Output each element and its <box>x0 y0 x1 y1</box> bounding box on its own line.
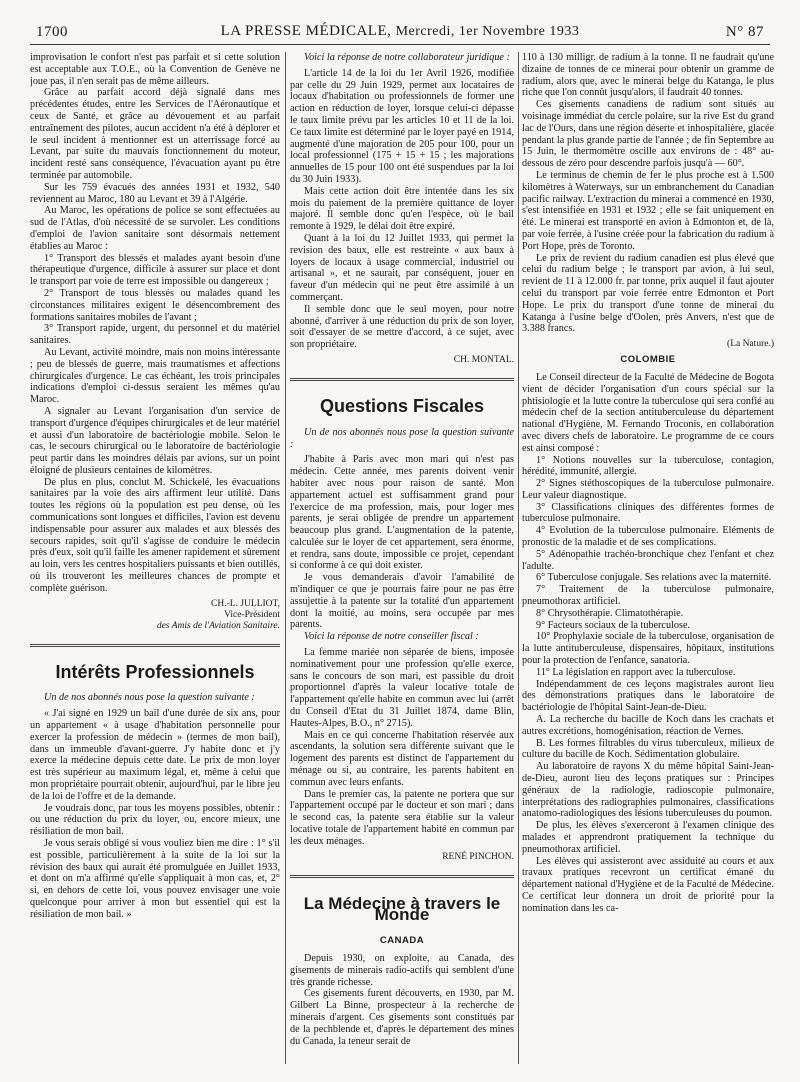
paragraph: Le Conseil directeur de la Faculté de Médecine de Bogota vient de décider l'organisation d'un cours spécial sur la phtisiologie et la lutte contre la tuberculose qui sera confié au médecin chef de la section antituberculeuse du département national d'Hygiène, M. Fernando Troconis, en collaboration avec divers chefs de laboratoire. Le programme de ce cours est ainsi composé : <box>522 371 774 454</box>
author-name: CH.-L. JULLIOT, <box>211 598 280 609</box>
column-divider <box>518 52 519 1064</box>
issue-number: N° 87 <box>725 24 764 40</box>
list-item: 9° Facteurs sociaux de la tuberculose. <box>536 619 691 631</box>
list-item: 3° Classifications cliniques des différentes formes de tuberculose pulmonaire. <box>522 501 774 525</box>
list-item: 8° Chrysothérapie. Climatothérapie. <box>536 607 684 619</box>
paragraph: Dans le premier cas, la patente ne portera que sur l'appartement occupé par le docteur et son mari ; dans le second cas, la patente sera établie sur la valeur locative totale de l'appartement habité en commun par les deux ménages. <box>290 788 514 847</box>
list-item: 4° Evolution de la tuberculose pulmonaire. Eléments de pronostic de la maladie et de ses complications. <box>522 525 774 549</box>
column-divider <box>285 52 286 1064</box>
section-divider <box>290 875 514 878</box>
paragraph: Quant à la loi du 12 Juillet 1933, qui permet la revision des baux, elle est restreinte « aux baux à loyers de locaux à usage commercial, industriel ou artisanal », et ne saurait, par conséquent, jouer en faveur d'un médecin qui ne peut être assimilé à un commerçant. <box>290 232 514 303</box>
issue-date: Mercredi, 1er Novembre 1933 <box>395 24 580 39</box>
section-title: La Médecine à travers le Monde <box>303 893 501 925</box>
paragraph: improvisation le confort n'est pas parfait et si cette solution est acceptable aux T.O.E., où la Convention de Genève ne joue pas, il n'en serait pas de même ailleurs. <box>30 52 280 87</box>
journal-title <box>30 23 770 40</box>
signature: RENÉ PINCHON. <box>442 851 514 862</box>
column-1 <box>30 52 280 1064</box>
paragraph: Il semble donc que le seul moyen, pour notre abonné, d'arriver à une réduction du prix de son loyer, soit d'essayer de se mettre d'accord, à ce sujet, avec son propriétaire. <box>290 303 514 351</box>
page-header <box>30 14 770 45</box>
subsection-title: CANADA <box>379 935 425 947</box>
section-title: Questions Fiscales <box>319 395 485 416</box>
paragraph: Mais cette action doit être intentée dans les six mois du paiement de la première quittance de loyer majoré. Il semble donc qu'en l'espèce, où le bail remonte à 1929, le délai doit être expiré. <box>290 185 514 233</box>
paragraph: De plus en plus, conclut M. Schickelé, les évacuations sanitaires par la voie des airs affirment leur utilité. Dans toutes les régions où la population est peu dense, où les communications sont longues et difficiles, l'avion est devenu indispensable pour assurer aux malades et aux blessés des secours rapides, soit qu'il s'agisse de conduire le médecin près d'eux, soit qu'il faille les amener rapidement et sûrement au loin, vers les centres hospitaliers puissants et bien outillés, où ils trouveront les meilleures chances de prompte et complète guérison. <box>30 476 280 594</box>
paragraph: Je vous demanderais d'avoir l'amabilité de m'indiquer ce que je pourrais faire pour ne pas être assujettie à la patente sur la totalité d'un appartement dont la moitié, au moins, sera occupée par mes parents. <box>290 572 514 631</box>
section-intro: Un de nos abonnés nous pose la question suivante : <box>290 426 514 450</box>
list-item: 6° Tuberculose conjugale. Ses relations avec la maternité. <box>536 572 772 584</box>
paragraph: L'article 14 de la loi du 1er Avril 1926, modifiée par celle du 29 Juin 1929, permet aux locataires de locaux d'habitation ou professionnels de former une action en réduction de loyer, lorsque celui-ci dépasse le taux limite prévu par les articles 10 et 11 de la loi. Ce taux limite est déterminé par le loyer payé en 1914, augmenté d'une majoration de 205 pour 100, pour un local professionnel (175 + 15 + 15 ; les majorations annuelles de 15 pour 100 ont été suspendues par la loi du 30 Juin 1933). <box>290 67 514 185</box>
column-2 <box>290 52 514 1064</box>
paragraph: Sur les 759 évacués des années 1931 et 1932, 540 reviennent au Maroc, 180 au Levant et 39 à l'Algérie. <box>30 181 280 205</box>
paragraph: Le prix de revient du radium canadien est plus élevé que celui du radium belge ; le transport par avion, à lui seul, revient de 11 à 12.000 fr. par tonne, prix auquel il faut ajouter celui du transport par voie ferrée entre Edmonton et Port Hope. Le prix du transport d'une tonne de minerai du Katanga à l'usine belge d'Oolen, près Anvers, n'est que de 3.388 francs. <box>522 252 774 335</box>
author-affiliation: des Amis de l'Aviation Sanitaire. <box>156 620 280 631</box>
list-item: 1° Notions nouvelles sur la tuberculose, contagion, hérédité, immunité, allergie. <box>522 454 774 478</box>
paragraph: Je voudrais donc, par tous les moyens possibles, obtenir : ou une réduction du prix du loyer, ou, encore mieux, une résiliation de mon bail. <box>30 802 280 838</box>
list-item: 10° Prophylaxie sociale de la tuberculose, organisation de la lutte antituberculeuse, dispensaires, hôpitaux, institutions pour la protection de l'enfance, sanatoria. <box>522 631 774 667</box>
signature-block <box>30 599 280 632</box>
paragraph: Ces gisements furent découverts, en 1930, par M. Gilbert La Binne, prospecteur à la recherche de minerais d'argent. Ces gisements sont constitués par de la pechblende et, d'après le département des mines du Canada, la teneur serait de <box>290 988 514 1047</box>
reply-intro: Voici la réponse de notre collaborateur juridique : <box>304 52 510 63</box>
paragraph: La femme mariée non séparée de biens, imposée nominativement pour une profession qu'elle exerce, sans le concours de son mari, est passible du droit proportionnel d'après la valeur locative totale de l'appartement qu'elle habite en commun avec lui (arrêt du Conseil d'Etat du 31 Juillet 1874, dame Blin, Hautes-Alpes, B.O., n° 2715). <box>290 647 514 729</box>
page-number: 1700 <box>36 24 68 40</box>
paragraph: Grâce au parfait accord déjà signalé dans mes précédentes études, entre les Services de l'Aéronautique et ceux de Santé, et grâce au dévouement et au parfait entraînement des pilotes, aucun accident n'a été à déplorer et le seul incident à mentionner est un atterrissage forcé au Levant, par suite du mauvais fonctionnement du moteur, incident resté sans conséquence, l'évacuation ayant pu être terminée par automobile. <box>30 87 280 181</box>
paragraph: Mais en ce qui concerne l'habitation réservée aux ascendants, la solution sera différente suivant que le logement des parents est distinct de l'appartement du ménage ou si, au contraire, les parents habitent en commun avec leurs enfants. <box>290 729 514 788</box>
subsection-title: COLOMBIE <box>620 354 676 366</box>
paragraph: B. Les formes filtrables du virus tuberculeux, milieux de culture du bacille de Koch. Sédimentation globulaire. <box>522 737 774 761</box>
section-title: Intérêts Professionnels <box>55 661 255 682</box>
signature: CH. MONTAL. <box>453 354 514 365</box>
paragraph: A. La recherche du bacille de Koch dans les crachats et autres excrétions, homogénisation, réaction de Vernes. <box>522 714 774 737</box>
source-credit: (La Nature.) <box>727 339 774 350</box>
list-item: 5° Adénopathie trachéo-bronchique chez l'enfant et chez l'adulte. <box>522 548 774 572</box>
paragraph: 2° Transport de tous blessés ou malades quand les circonstances militaires exigent le désencombrement des formations sanitaires mobiles de l'avant ; <box>30 287 280 323</box>
paragraph: 3° Transport rapide, urgent, du personnel et du matériel sanitaires. <box>30 323 280 347</box>
author-title: Vice-Président <box>224 609 280 620</box>
paragraph: Le terminus de chemin de fer le plus proche est à 1.500 kilomètres à Waterways, sur un embranchement du Canadian pacific railway. L'extraction du minerai a commencé en 1930, s'est intensifiée en 1931 et 1932 ; elle se fait uniquement en été. Le minerai est transporté en avion à Edmonton et, de là, par voie ferrée, à l'usine créée pour la fabrication du radium à Port Hope, près de Toronto. <box>522 169 774 252</box>
paragraph: Ces gisements canadiens de radium sont situés au voisinage immédiat du cercle polaire, sur la rive Est du grand lac de l'Ours, dans une région déserte et inhospitalière, glacée pendant la plus grande partie de l'année ; de fin Septembre au 15 Juin, le thermomètre oscille aux environs de : 48° au-dessous de zéro pour descendre parfois jusqu'à — 60°. <box>522 99 774 170</box>
paragraph: Les élèves qui assisteront avec assiduité au cours et aux travaux pratiques recevront un certificat émané du département national d'Hygiène et de la Faculté de Médecine. Ce certificat leur donnera un droit de priorité pour la nomination dans les ca- <box>522 855 774 914</box>
paragraph: A signaler au Levant l'organisation d'un service de transport d'urgence d'équipes chirurgicales et de leur matériel et aussi d'un laboratoire de bactériologie mobile. Selon le cas, le secours chirurgical ou le laboratoire de bactériologie peut partir dans les moindres délais par avions, sur un point éloigné de plusieurs centaines de kilomètres. <box>30 405 280 476</box>
list-item: 2° Signes stéthoscopiques de la tuberculose pulmonaire. Leur valeur diagnostique. <box>522 478 774 501</box>
reply-intro: Voici la réponse de notre conseiller fiscal : <box>304 631 479 643</box>
paragraph: Indépendamment de ces leçons magistrales auront lieu des démonstrations pratiques dans le laboratoire de bactériologie de l'hôpital Saint-Jean-de-Dieu. <box>522 678 774 714</box>
section-divider <box>30 644 280 647</box>
section-divider <box>290 378 514 381</box>
paragraph: Au Levant, activité moindre, mais non moins intéressante ; peu de blessés de guerre, mais traumatismes et affections chirurgicales d'urgence. Le cas échéant, les trois principales indications d'emploi ci-dessus seraient les mêmes qu'au Maroc. <box>30 346 280 406</box>
paragraph: Depuis 1930, on exploite, au Canada, des gisements de minerais radio-actifs qui semblent d'une très grande richesse. <box>290 953 514 988</box>
paragraph: Je vous serais obligé si vous vouliez bien me dire : 1° s'il est possible, particulièrement à la suite de la loi sur la révision des baux qui aurait été promulguée en Juillet 1933, et dont on m'a affirmé qu'elle s'appliquait à mon cas, et, 2° si, en dehors de cette loi, vous pouvez envisager une voie quelconque pour arriver à mon but essentiel qui est la résiliation de mon bail. » <box>30 838 280 920</box>
paragraph: « J'ai signé en 1929 un bail d'une durée de six ans, pour un appartement « à usage d'habitation personnelle pour exercer la profession de médecin » (termes de mon bail), dans un immeuble d'avant-guerre. J'y habite donc et j'y exerce la médecine depuis cette date. Le prix de mon loyer est très supérieur au maximum légal, et, même à celui que mon propriétaire pourrait obtenir, aujourd'hui, par le libre jeu de la loi de l'offre et de la demande. <box>30 708 280 802</box>
paragraph: Au laboratoire de rayons X du même hôpital Saint-Jean-de-Dieu, auront lieu des leçons pratiques sur : Principes généraux de la radiologie, radioscopie pulmonaire, interprétations des radiographies pulmonaires, classifications anatomo-radiologiques des lésions tuberculeuses du poumon. <box>522 761 774 820</box>
column-3 <box>522 52 774 1064</box>
paragraph: 1° Transport des blessés et malades ayant besoin d'une thérapeutique d'urgence, difficile à assurer sur place et dont le transport par voie de terre est impossible ou dangereux ; <box>30 252 280 288</box>
paragraph: Au Maroc, les opérations de police se sont effectuées au sud de l'Atlas, d'où nécessité de se survoler. Les conditions d'emploi de l'avion sanitaire sont désormais nettement établies au Maroc : <box>30 205 280 252</box>
paragraph: De plus, les élèves s'exerceront à l'examen clinique des malades et apprendront pratiquement la technique du pneumothorax artificiel. <box>522 820 774 855</box>
journal-name: LA PRESSE MÉDICALE, <box>220 23 396 39</box>
list-item: 11° La législation en rapport avec la tuberculose. <box>536 666 736 678</box>
list-item: 7° Traitement de la tuberculose pulmonaire, pneumothorax artificiel. <box>522 584 774 608</box>
paragraph: 110 à 130 milligr. de radium à la tonne. Il ne faudrait qu'une dizaine de tonnes de ce minerai pour obtenir un gramme de radium, alors que, avec le minerai belge du Katanga, le plus riche que l'on connût jusqu'alors, il faudrait 40 tonnes. <box>522 52 774 99</box>
section-intro: Un de nos abonnés nous pose la question suivante : <box>44 692 255 704</box>
paragraph: J'habite à Paris avec mon mari qui n'est pas médecin. Cette année, mes parents doivent venir habiter avec nous pour raison de santé. Mon appartement actuel est suffisamment grand pour l'exercice de ma profession, mais, pour loger mes parents, je serai obligée de prendre un appartement beaucoup plus grand. L'augmentation de la patente, calculée sur le loyer de cet appartement, sera énorme, et rendra, sans doute, impossible ce projet, cependant si conforme à ce qui doit exister. <box>290 454 514 572</box>
